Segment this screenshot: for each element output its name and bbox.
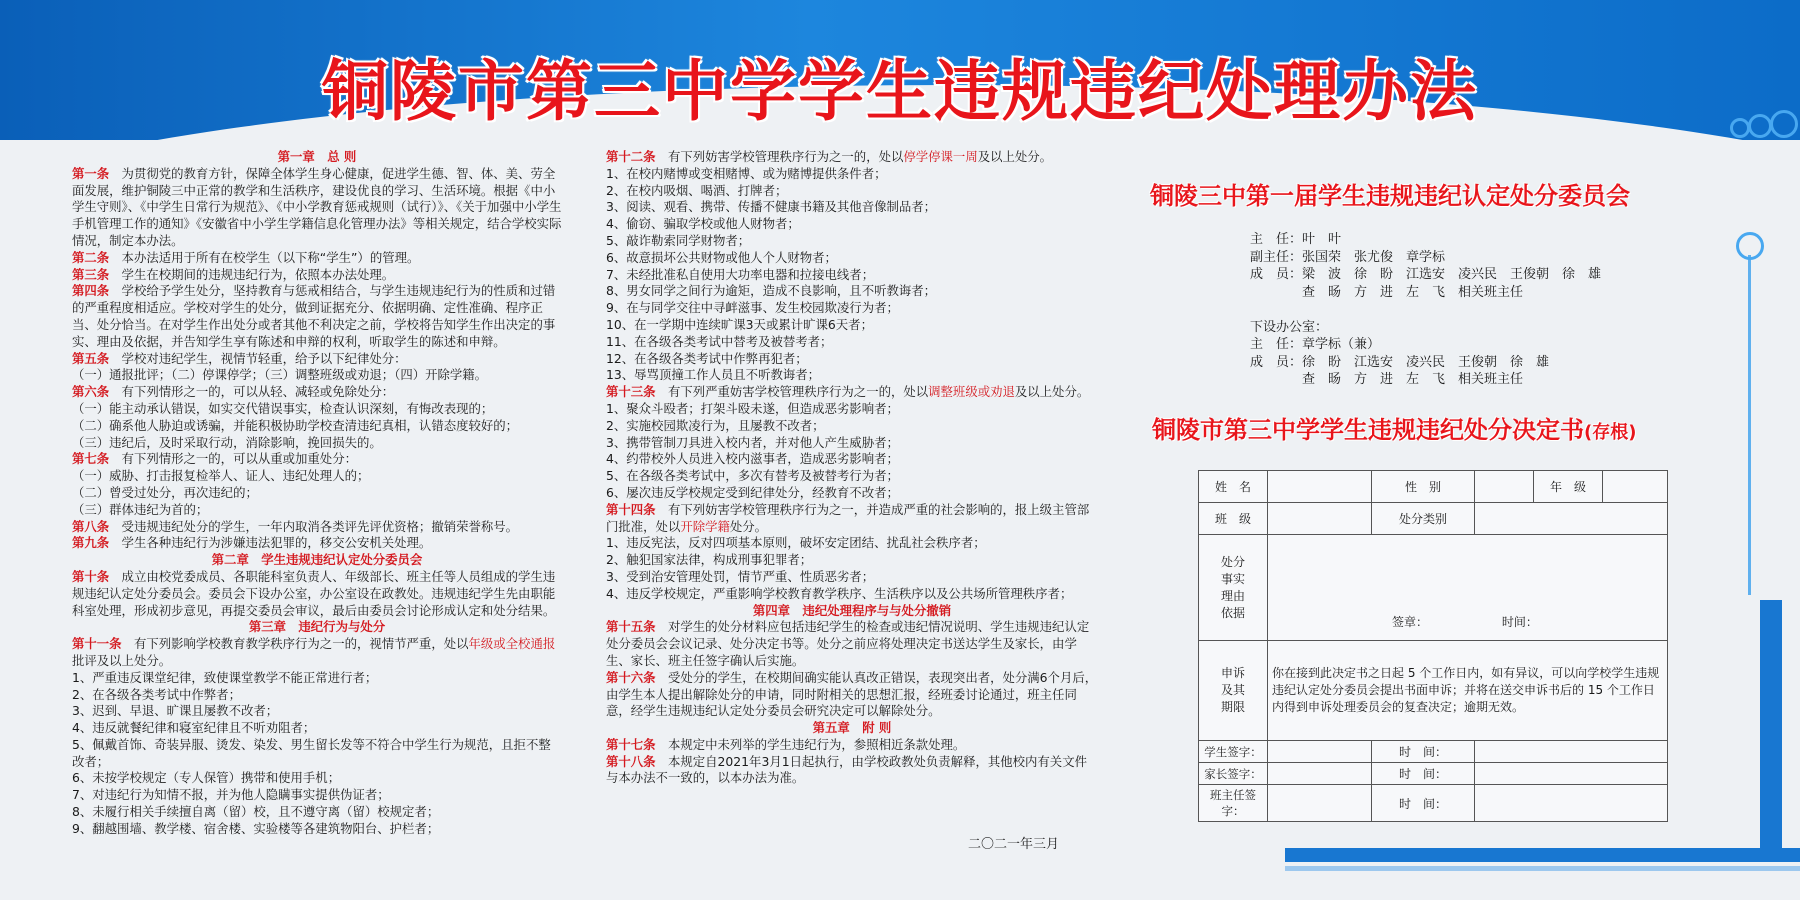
list-item: 2、触犯国家法律，构成刑事犯罪者； [606, 552, 813, 568]
category-label: 处分类别 [1372, 503, 1475, 535]
page-title: 铜陵市第三中学学生违规违纪处理办法 [322, 53, 1478, 130]
article-paragraph: 第三条 学生在校期间的违规违纪行为，依照本办法处理。 [72, 266, 395, 282]
article-number: 第十三条 [606, 384, 656, 400]
student-time-field[interactable] [1475, 741, 1668, 763]
list-item: 3、阅读、观看、携带、传播不健康书籍及其他音像制品者； [606, 199, 937, 215]
decor-ring [1770, 110, 1798, 138]
decor-ring [1736, 232, 1764, 260]
list-item: 9、翻越围墙、教学楼、宿舍楼、实验楼等各建筑物阳台、护栏者； [72, 820, 440, 836]
penalty-highlight: 开除学籍 [680, 518, 730, 534]
article-paragraph: 第二条 本办法适用于所有在校学生（以下称“学生”）的管理。 [72, 249, 420, 265]
decor-bar-right [1760, 600, 1782, 850]
teacher-time-field[interactable] [1475, 785, 1668, 822]
gender-field[interactable] [1475, 471, 1534, 503]
list-item: 3、迟到、早退、旷课且屡教不改者； [72, 703, 279, 719]
list-item: 5、在各级各类考试中，多次有替考及被替考行为者； [606, 468, 899, 484]
article-number: 第十二条 [606, 149, 656, 164]
committee-line: 查 旸 方 进 左 飞 相关班主任 [1250, 284, 1524, 300]
list-item: 8、男女同学之间行为逾矩，造成不良影响，且不听教诲者； [606, 283, 937, 299]
list-item: 3、受到治安管理处罚，情节严重、性质恶劣者； [606, 568, 875, 584]
committee-title: 铜陵三中第一届学生违规违纪认定处分委员会 [1150, 182, 1630, 210]
article-paragraph: 第十四条 有下列妨害学校管理秩序行为之一，并造成严重的社会影响的，报上级主管部门批准，处以开除学籍处分。 [606, 501, 1090, 534]
chapter-heading: 第三章 违纪行为与处分 [248, 619, 386, 635]
list-item: 1、聚众斗殴者；打架斗殴未遂，但造成恶劣影响者； [606, 400, 899, 416]
decor-bar-thin [1285, 866, 1800, 871]
article-number: 第九条 [72, 535, 110, 551]
grade-field[interactable] [1603, 471, 1668, 503]
article-number: 第八条 [72, 518, 110, 534]
penalty-highlight: 年级或全校通报 [468, 636, 556, 652]
grade-label: 年 级 [1534, 471, 1603, 503]
regulations-column-left [72, 149, 562, 838]
student-sign-label: 学生签字： [1199, 741, 1268, 763]
article-paragraph: 第七条 有下列情形之一的，可以从重或加重处分： [72, 451, 357, 467]
penalty-highlight: 停学停课一周 [903, 149, 978, 164]
list-item: 13、辱骂顶撞工作人员且不听教诲者； [606, 367, 821, 383]
list-item: （一）通报批评；（二）停课停学；（三）调整班级或劝退；（四）开除学籍。 [72, 367, 488, 383]
article-number: 第四条 [72, 283, 110, 299]
appeal-label: 申诉 及其 期限 [1199, 641, 1268, 741]
class-label: 班 级 [1199, 503, 1268, 535]
article-paragraph: 第十二条 有下列妨害学校管理秩序行为之一的，处以停学停课一周及以上处分。 [606, 149, 1053, 164]
list-item: 12、在各级各类考试中作弊再犯者； [606, 350, 808, 366]
article-number: 第十四条 [606, 501, 656, 517]
list-item: 7、未经批准私自使用大功率电器和拉接电线者； [606, 266, 875, 282]
list-item: 8、未履行相关手续擅自离（留）校，且不遵守离（留）校规定者； [72, 804, 440, 820]
time-label: 时间： [1501, 615, 1538, 629]
article-paragraph: 第十三条 有下列严重妨害学校管理秩序行为之一的，处以调整班级或劝退及以上处分。 [606, 384, 1090, 400]
article-number: 第六条 [72, 384, 110, 400]
chapter-heading: 第二章 学生违规违纪认定处分委员会 [211, 552, 423, 568]
list-item: 4、违反就餐纪律和寝室纪律且不听劝阻者； [72, 720, 316, 736]
committee-line: 成 员：徐 盼 江选安 凌兴民 王俊朝 徐 雄 [1250, 354, 1550, 370]
chapter-heading: 第五章 附 则 [812, 720, 892, 736]
list-item: （三）群体违纪为首的； [72, 501, 209, 517]
decor-ring [1748, 114, 1772, 138]
decision-title-suffix: (存根) [1584, 422, 1637, 443]
committee-line: 主 任：章学标（兼） [1250, 337, 1381, 352]
list-item: 5、佩戴首饰、奇装异服、烫发、染发、男生留长发等不符合中学生行为规范，且拒不整改者； [72, 736, 551, 769]
list-item: 6、故意损坏公共财物或他人个人财物者； [606, 249, 837, 265]
list-item: 4、约带校外人员进入校内滋事者，造成恶劣影响者； [606, 451, 899, 467]
list-item: 2、在校内吸烟、喝酒、打牌者； [606, 182, 788, 198]
article-paragraph: 第十一条 有下列影响学校教育教学秩序行为之一的，视情节严重，处以年级或全校通报批评及以上处分。 [72, 636, 556, 668]
list-item: （二）曾受过处分，再次违纪的； [72, 484, 258, 500]
student-time-label: 时 间： [1372, 741, 1475, 763]
regulations-column-middle [606, 149, 1098, 787]
article-number: 第十七条 [606, 736, 656, 752]
list-item: 11、在各级各类考试中替考及被替考者； [606, 333, 833, 349]
article-paragraph: 第十六条 受处分的学生，在校期间确实能认真改正错误，表现突出者，处分满6个月后，由学生本人提出解除处分的申请，同时附相关的思想汇报，经班委讨论通过，班主任同意，经学生违规违纪认定处分委员会研究决定可以解除处分。 [606, 669, 1098, 719]
list-item: 6、未按学校规定（专人保管）携带和使用手机； [72, 770, 341, 786]
article-paragraph: 第九条 学生各种违纪行为涉嫌违法犯罪的，移交公安机关处理。 [72, 535, 432, 551]
article-paragraph: 第十七条 本规定中未列举的学生违纪行为，参照相近条款处理。 [606, 736, 966, 752]
article-number: 第七条 [72, 451, 110, 467]
appeal-text: 你在接到此决定书之日起 5 个工作日内，如有异议，可以向学校学生违规违纪认定处分委员会提出书面申诉；并将在送交申诉书后的 15 个工作日内得到申诉处理委员会的复查决定；逾期无效。 [1268, 641, 1668, 741]
article-number: 第十一条 [72, 636, 122, 652]
committee-members [1250, 231, 1601, 389]
committee-line: 成 员：梁 波 徐 盼 江选安 凌兴民 王俊朝 徐 雄 [1250, 267, 1602, 282]
category-field[interactable] [1475, 503, 1668, 535]
committee-line [1250, 301, 1601, 319]
basis-label: 处分 事实 理由 依据 [1199, 535, 1268, 641]
decision-form-table [1198, 470, 1668, 822]
list-item: 2、在各级各类考试中作弊者； [72, 686, 241, 702]
name-label: 姓 名 [1199, 471, 1268, 503]
article-paragraph: 第十八条 本规定自2021年3月1日起执行，由学校政教处负责解释，其他校内有关文件与本办法不一致的，以本办法为准。 [606, 753, 1087, 786]
article-number: 第一条 [72, 165, 110, 181]
article-number: 第十六条 [606, 669, 656, 685]
penalty-highlight: 调整班级或劝退 [928, 384, 1015, 400]
parent-time-field[interactable] [1475, 763, 1668, 785]
article-paragraph: 第五条 学校对违纪学生，视情节轻重，给予以下纪律处分： [72, 350, 407, 366]
chapter-heading: 第一章 总 则 [277, 149, 357, 164]
list-item: 1、违反宪法，反对四项基本原则，破坏安定团结、扰乱社会秩序者； [606, 535, 986, 551]
article-paragraph: 第十条 成立由校党委成员、各职能科室负责人、年级部长、班主任等人员组成的学生违规违纪认定处分委员会。委员会下设办公室，办公室设在政教处。违规违纪学生先由职能科室处理，形成初步意见，再提交委员会审议，最后由委员会讨论形成认定和处分结果。 [72, 568, 556, 618]
list-item: 9、在与同学交往中寻衅滋事、发生校园欺凌行为者； [606, 300, 899, 316]
list-item: （二）确系他人胁迫或诱骗，并能积极协助学校查清违纪真相，认错态度较好的； [72, 417, 519, 433]
gender-label: 性 别 [1372, 471, 1475, 503]
article-paragraph: 第六条 有下列情形之一的，可以从轻、减轻或免除处分： [72, 384, 395, 400]
list-item: 5、敲诈勒索同学财物者； [606, 232, 751, 248]
basis-field[interactable] [1268, 535, 1668, 641]
list-item: 4、偷窃、骗取学校或他人财物者； [606, 216, 800, 232]
list-item: 1、严重违反课堂纪律，致使课堂教学不能正常进行者； [72, 669, 378, 685]
committee-line: 副主任：张国荣 张尤俊 章学标 [1250, 249, 1446, 265]
parent-sign-label: 家长签字： [1199, 763, 1268, 785]
parent-time-label: 时 间： [1372, 763, 1475, 785]
decision-title [1152, 410, 1636, 445]
list-item: 1、在校内赌博或变相赌博、或为赌博提供条件者； [606, 165, 887, 181]
committee-line: 下设办公室： [1250, 319, 1329, 335]
parent-sign-field[interactable] [1268, 763, 1372, 785]
chapter-heading: 第四章 违纪处理程序与与处分撤销 [752, 602, 952, 618]
article-number: 第十五条 [606, 619, 656, 635]
list-item: 4、违反学校规定，严重影响学校教育教学秩序、生活秩序以及公共场所管理秩序者； [606, 585, 1073, 601]
teacher-time-label: 时 间： [1372, 785, 1475, 822]
decor-ring [1730, 118, 1750, 138]
list-item: （一）能主动承认错误，如实交代错误事实，检查认识深刻，有悔改表现的； [72, 400, 494, 416]
article-number: 第五条 [72, 350, 110, 366]
list-item: 3、携带管制刀具进入校内者，并对他人产生威胁者； [606, 434, 899, 450]
teacher-sign-label: 班主任签字： [1199, 785, 1268, 822]
article-number: 第十条 [72, 568, 110, 584]
list-item: 2、实施校园欺凌行为，且屡教不改者； [606, 417, 825, 433]
issue-date: 二〇二一年三月 [968, 837, 1060, 852]
sign-label: 签章： [1392, 615, 1429, 629]
article-paragraph: 第十五条 对学生的处分材料应包括违纪学生的检查或违纪情况说明、学生违规违纪认定处分委员会会议记录、处分决定书等。处分之前应将处理决定书送达学生及家长，由学生、家长、班主任签字确认后实施。 [606, 619, 1090, 668]
article-paragraph: 第四条 学校给予学生处分，坚持教育与惩戒相结合，与学生违规违纪行为的性质和过错的严重程度相适应。学校对学生的处分，做到证据充分、依据明确、定性准确、程序正当、处分恰当。在对学生作出处分或者其他不利决定之前，学校将告知学生作出决定的事实、理由及依据，并告知学生享有陈述和申辩的权利，听取学生的陈述和申辩。 [72, 283, 556, 349]
committee-line: 查 旸 方 进 左 飞 相关班主任 [1250, 372, 1524, 387]
class-field[interactable] [1268, 503, 1372, 535]
article-paragraph: 第八条 受违规违纪处分的学生，一年内取消各类评先评优资格；撤销荣誉称号。 [72, 518, 519, 534]
article-number: 第三条 [72, 266, 110, 282]
teacher-sign-field[interactable] [1268, 785, 1372, 822]
article-number: 第十八条 [606, 753, 656, 769]
article-paragraph: 第一条 为贯彻党的教育方针，保障全体学生身心健康，促进学生德、智、体、美、劳全面发展，维护铜陵三中正常的教学和生活秩序，建设优良的学习、生活环境。根据《中小学生守则》、《中学生日常行为规范》、《中小学教育惩戒规则（试行）》、《关于加强中小学生手机管理工作的通知》《安徽省中小学生学籍信息化管理办法》等相关规定，结合学校实际情况，制定本办法。 [72, 165, 562, 248]
article-number: 第二条 [72, 249, 110, 265]
list-item: 7、对违纪行为知情不报，并为他人隐瞒事实提供伪证者； [72, 787, 390, 803]
list-item: 10、在一学期中连续旷课3天或累计旷课6天者； [606, 316, 873, 332]
committee-line: 主 任：叶 叶 [1250, 232, 1342, 247]
list-item: （三）违纪后，及时采取行动，消除影响，挽回损失的。 [72, 434, 382, 450]
list-item: 6、屡次违反学校规定受到纪律处分，经教育不改者； [606, 484, 899, 500]
decor-line-right [1748, 255, 1751, 595]
name-field[interactable] [1268, 471, 1372, 503]
decor-bar-bottom [1285, 848, 1800, 862]
list-item: （一）威胁、打击报复检举人、证人、违纪处理人的； [72, 468, 370, 484]
student-sign-field[interactable] [1268, 741, 1372, 763]
decision-title-text: 铜陵市第三中学学生违规违纪处分决定书 [1152, 416, 1584, 444]
